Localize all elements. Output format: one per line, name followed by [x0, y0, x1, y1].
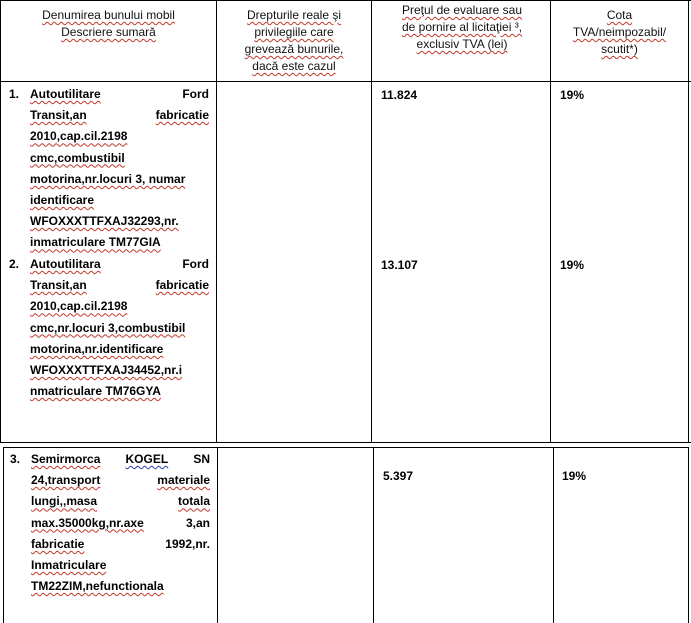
item-3-line-2b: materiale [157, 473, 210, 488]
header-vat-line2: TVA/neimpozabil/ [572, 25, 667, 39]
item-2-price: 13.107 [381, 258, 418, 272]
item-1-line-5: motorina,nr.locuri 3, numar [30, 171, 186, 186]
item-1-line-3: 2010,cap.cil.2198 [30, 129, 128, 144]
item-2-line-2a: Transit,an [30, 278, 87, 293]
header-rights-line3: grevează bunurile, [244, 42, 344, 56]
item-1-vat: 19% [560, 88, 585, 102]
header-vat [551, 7, 688, 58]
header-price [374, 2, 550, 53]
header-description [1, 7, 216, 41]
header-rights-line4: dacă este cazul [252, 59, 336, 73]
item-3-line-5a: fabricatie [31, 536, 85, 551]
item-3-line-6: Inmatriculare [31, 558, 107, 573]
header-price-line2: de pornire al licitaţiei ³, [401, 20, 523, 34]
item-3-line-1b: KOGEL [125, 452, 169, 466]
header-price-line3: exclusiv TVA (lei) [416, 37, 508, 51]
table-top-border [0, 0, 691, 1]
item-2-line-6: WFOXXXTTFXAJ34452,nr.i [30, 363, 183, 378]
item-3-price: 5.397 [383, 469, 414, 483]
header-description-line2: Descriere sumară [61, 25, 156, 39]
item-1-line-8: inmatriculare TM77GIA [30, 235, 161, 250]
lower-col-divider-2 [373, 447, 374, 623]
header-description-line1: Denumirea bunului mobil [42, 8, 175, 22]
item-1-line-1b: Ford [182, 87, 209, 101]
item-1-line-6: identificare [30, 193, 95, 208]
item-2-number: 2. [9, 257, 20, 271]
lower-col-divider-1 [217, 447, 218, 623]
header-vat-line3: scutit*) [601, 42, 638, 56]
item-2-vat: 19% [560, 258, 585, 272]
table-right-border [688, 0, 689, 443]
item-2-line-7: nmatriculare TM76GYA [30, 384, 161, 399]
item-3-line-4a: max.35000kg,nr.axe [31, 515, 144, 530]
item-1-line-2b: fabricatie [155, 108, 209, 123]
header-rights-line1: Drepturile reale şi [246, 8, 342, 22]
item-2-line-2b: fabricatie [155, 278, 209, 293]
item-3-line-7: TM22ZIM,nefunctionala [31, 579, 164, 594]
item-1-line-7: WFOXXXTTFXAJ32293,nr. [30, 214, 179, 229]
table-bottom-border [0, 442, 691, 443]
header-rights-line2: privilegiile care [254, 25, 334, 39]
lower-table-top-border [3, 447, 689, 448]
item-1-number: 1. [9, 87, 20, 101]
header-price-line1: Preţul de evaluare sau [401, 3, 523, 17]
item-3-line-1c: SN [193, 452, 210, 466]
col-divider-3 [550, 0, 551, 443]
item-3-vat: 19% [562, 469, 587, 483]
item-2-line-4: cmc,nr.locuri 3,combustibil [30, 320, 186, 335]
item-3-line-1a: Semirmorca [31, 452, 101, 466]
lower-right-border [688, 447, 689, 623]
item-2-line-1b: Ford [182, 257, 209, 271]
lower-left-border [3, 447, 4, 623]
header-vat-line1: Cota [606, 8, 633, 22]
item-2-line-1a: Autoutilitara [30, 257, 101, 271]
lower-col-divider-3 [553, 447, 554, 623]
header-rights [217, 7, 371, 75]
item-3-number: 3. [10, 452, 21, 466]
item-1-line-1a: Autoutilitare [30, 87, 101, 101]
item-2-line-3: 2010,cap.cil.2198 [30, 299, 128, 314]
item-3-line-2a: 24,transport [31, 473, 101, 488]
header-bottom-border [0, 81, 691, 82]
item-1-line-2a: Transit,an [30, 108, 87, 123]
item-3-line-5b: 1992,nr. [165, 536, 210, 551]
col-divider-2 [371, 0, 372, 443]
item-1-price: 11.824 [381, 88, 418, 102]
item-3-line-3b: totala [177, 494, 210, 509]
table-left-border [0, 0, 1, 443]
item-2-line-5: motorina,nr.identificare [30, 341, 164, 356]
item-1-line-4: cmc,combustibil [30, 150, 125, 165]
item-3-line-3a: lungi,,masa [31, 494, 98, 509]
item-3-line-4b: 3,an [185, 515, 210, 530]
